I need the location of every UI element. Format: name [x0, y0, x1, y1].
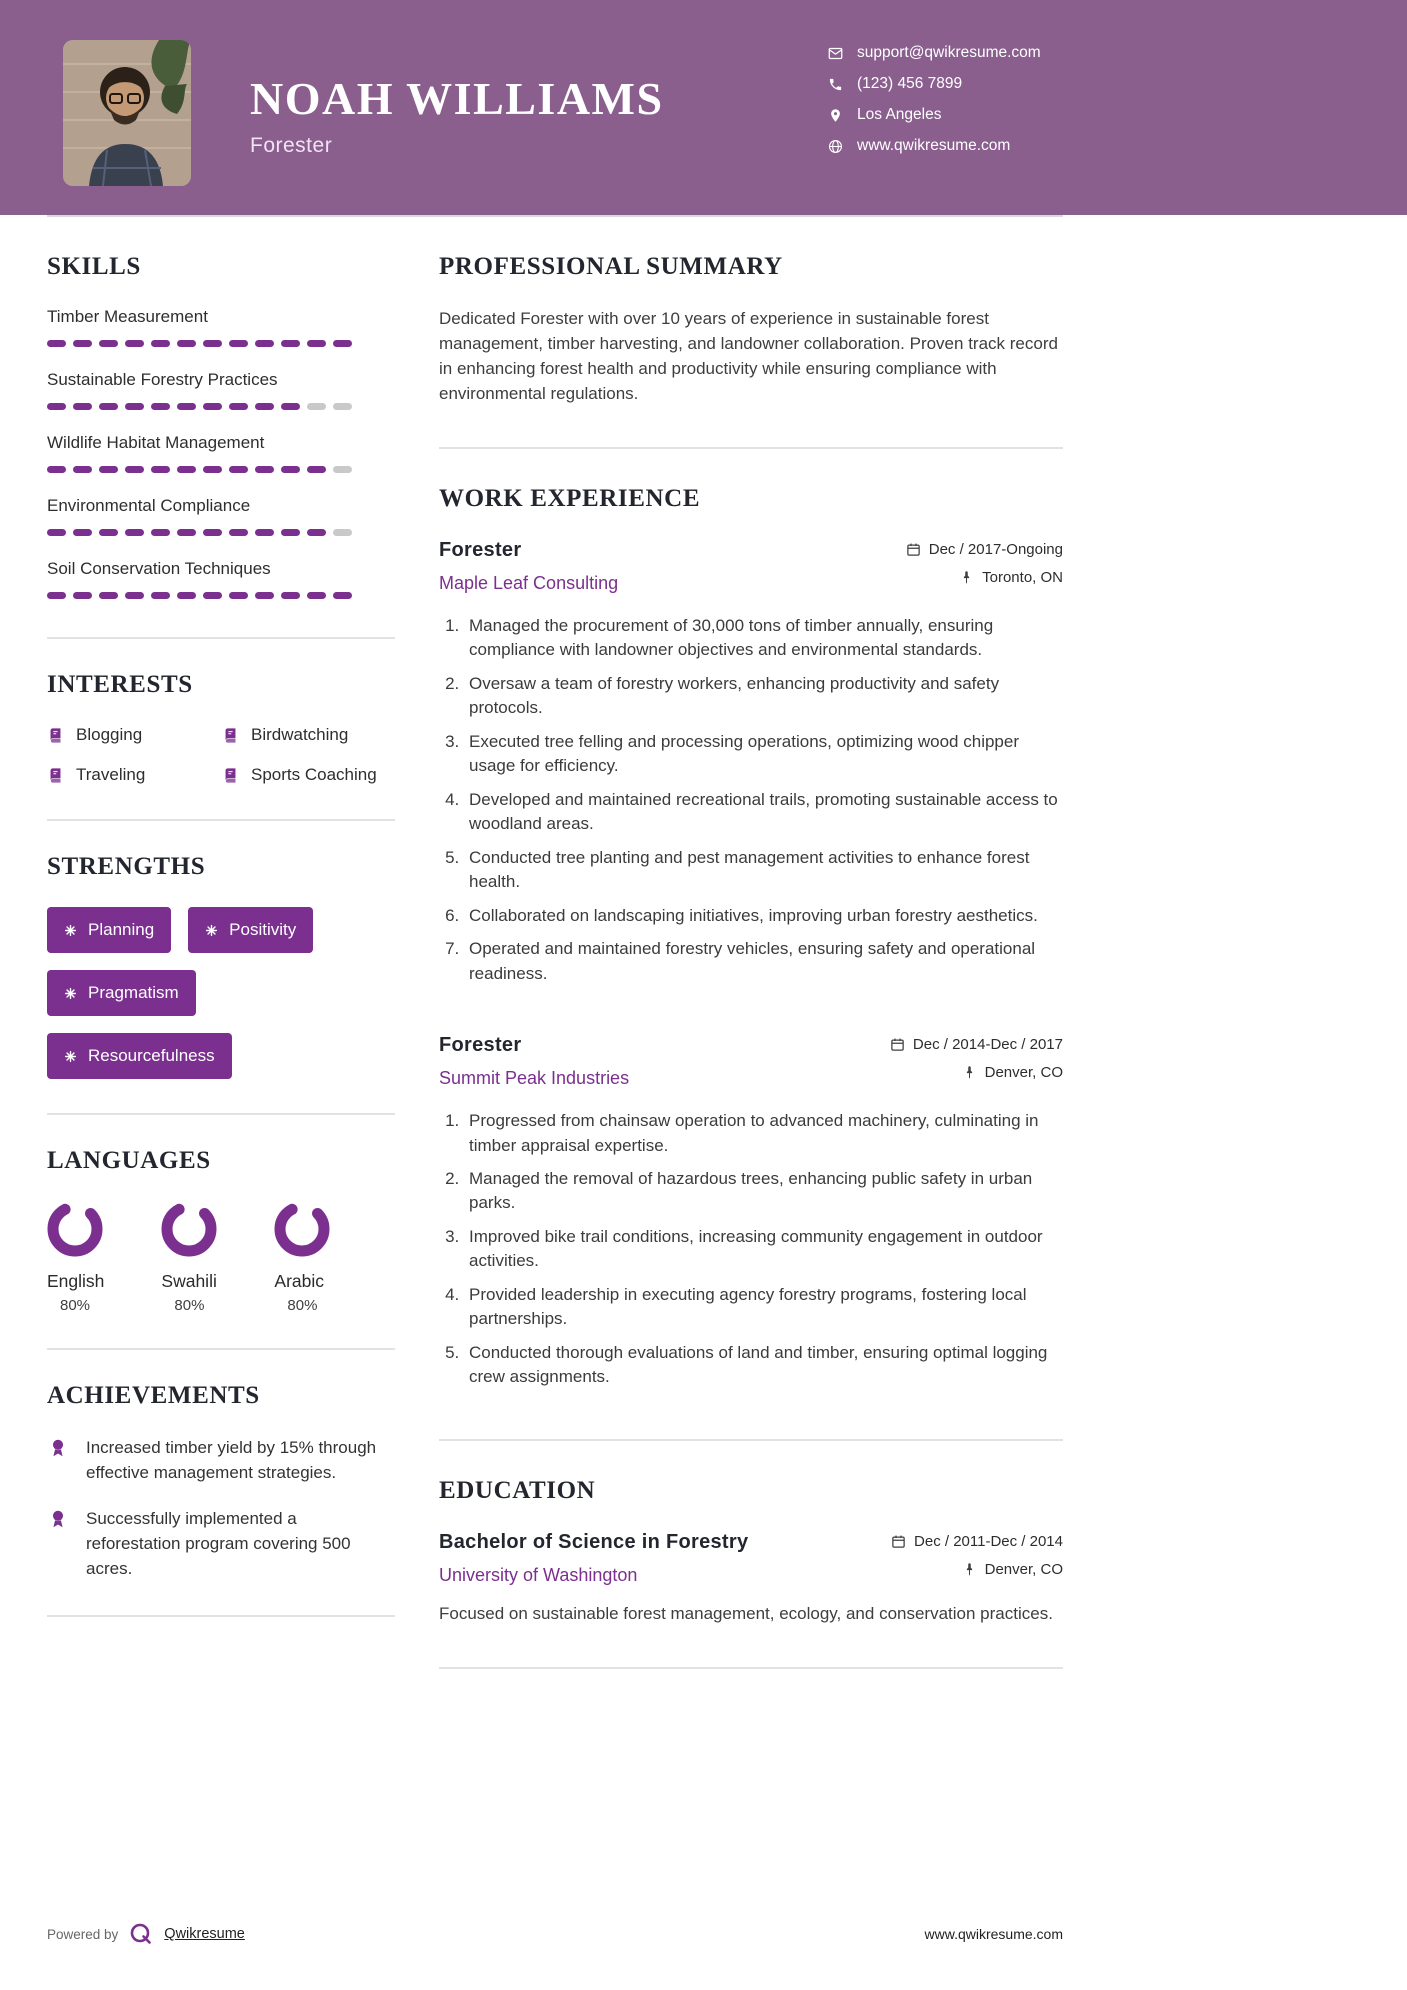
email-icon — [828, 46, 843, 61]
summary-section — [439, 253, 1063, 449]
achievement-item — [47, 1436, 395, 1485]
interest-item — [47, 765, 222, 785]
job-bullet: 3. Executed tree felling and processing operations, optimizing wood chipper usage for efficiency. — [464, 730, 1063, 779]
job-bullet: 4. Provided leadership in executing agency forestry programs, fostering local partnerships. — [464, 1283, 1063, 1332]
languages-section — [47, 1147, 395, 1350]
calendar-icon — [890, 1037, 905, 1052]
job-bullet-list — [439, 614, 1063, 986]
book-icon — [47, 727, 64, 744]
content-wrapper — [47, 217, 1063, 1669]
job-location: Toronto, ON — [959, 569, 1063, 586]
language-donut — [47, 1201, 103, 1257]
qwikresume-link[interactable]: Qwikresume — [164, 1926, 245, 1942]
job-bullet: 1. Managed the procurement of 30,000 tons of timber annually, ensuring compliance with landowner objectives and environmental standards. — [464, 614, 1063, 663]
contact-text: www.qwikresume.com — [857, 137, 1011, 154]
strength-tag — [47, 907, 171, 953]
skill-item — [47, 433, 395, 473]
left-column — [47, 253, 395, 1669]
achievements-heading: ACHIEVEMENTS — [47, 1382, 260, 1409]
interest-label: Sports Coaching — [251, 765, 377, 784]
education-description: Focused on sustainable forest management, ecology, and conservation practices. — [439, 1603, 1053, 1623]
experience-section — [439, 485, 1063, 1441]
contact-location — [828, 106, 1041, 124]
languages-heading: LANGUAGES — [47, 1147, 211, 1174]
education-dates: Dec / 2011-Dec / 2014 — [891, 1533, 1063, 1550]
powered-by — [47, 1922, 245, 1946]
job-bullet: 2. Oversaw a team of forestry workers, enhancing productivity and safety protocols. — [464, 672, 1063, 721]
skill-level-bar — [47, 466, 395, 473]
job-entry — [439, 1034, 1063, 1390]
job-bullet: 5. Conducted tree planting and pest management activities to enhance forest health. — [464, 846, 1063, 895]
job-entry — [439, 539, 1063, 986]
strength-tag — [47, 970, 196, 1016]
achievement-text: Successfully implemented a reforestation program covering 500 acres. — [86, 1509, 351, 1578]
job-bullet: 3. Improved bike trail conditions, increasing community engagement in outdoor activities. — [464, 1225, 1063, 1274]
strength-tag — [47, 1033, 232, 1079]
job-location: Denver, CO — [962, 1064, 1063, 1081]
calendar-icon — [891, 1534, 906, 1549]
skill-name: Environmental Compliance — [47, 496, 251, 515]
skill-level-bar — [47, 529, 395, 536]
book-icon — [222, 727, 239, 744]
education-section — [439, 1477, 1063, 1669]
language-percent: 80% — [287, 1297, 318, 1314]
job-bullet: 7. Operated and maintained forestry vehicles, ensuring safety and operational readiness. — [464, 937, 1063, 986]
language-donut — [274, 1201, 330, 1257]
candidate-name: NOAH WILLIAMS — [250, 73, 664, 124]
name-block — [250, 73, 664, 158]
education-heading: EDUCATION — [439, 1476, 596, 1504]
summary-heading: PROFESSIONAL SUMMARY — [439, 253, 783, 280]
interest-label: Traveling — [76, 765, 146, 784]
profile-photo-image — [63, 40, 191, 186]
skills-heading: SKILLS — [47, 253, 141, 280]
achievement-text: Increased timber yield by 15% through effective management strategies. — [86, 1438, 377, 1482]
skills-section — [47, 253, 395, 639]
skill-name: Timber Measurement — [47, 307, 208, 326]
contact-text: Los Angeles — [857, 106, 942, 123]
skill-name: Soil Conservation Techniques — [47, 559, 271, 578]
strength-tag — [188, 907, 313, 953]
sparkle-icon — [64, 924, 77, 937]
interest-item — [47, 725, 222, 745]
language-item — [161, 1201, 217, 1314]
language-percent: 80% — [59, 1297, 91, 1314]
language-item — [47, 1201, 104, 1314]
award-icon — [47, 1508, 69, 1581]
education-location: Denver, CO — [962, 1561, 1063, 1578]
book-icon — [222, 767, 239, 784]
job-bullet: 6. Collaborated on landscaping initiatives, improving urban forestry aesthetics. — [464, 904, 1063, 928]
language-item — [274, 1201, 330, 1314]
interests-section — [47, 671, 395, 821]
job-title: Forester — [439, 1034, 522, 1057]
contact-email[interactable] — [828, 44, 1041, 62]
job-bullet: 1. Progressed from chainsaw operation to advanced machinery, culminating in timber appraisal expertise. — [464, 1109, 1063, 1158]
header — [0, 0, 1407, 215]
job-bullet-list — [439, 1109, 1063, 1390]
footer-website-link[interactable]: www.qwikresume.com — [924, 1926, 1063, 1942]
strength-label: Planning — [88, 920, 155, 939]
skill-item — [47, 559, 395, 599]
job-bullet: 2. Managed the removal of hazardous trees, enhancing public safety in urban parks. — [464, 1167, 1063, 1216]
contact-phone — [828, 75, 1041, 93]
strengths-section — [47, 853, 395, 1115]
experience-heading: WORK EXPERIENCE — [439, 484, 701, 512]
job-company: Summit Peak Industries — [439, 1068, 630, 1089]
strength-label: Resourcefulness — [88, 1046, 215, 1065]
powered-by-label: Powered by — [47, 1926, 119, 1942]
candidate-title: Forester — [250, 134, 333, 157]
strength-label: Positivity — [229, 920, 297, 939]
skill-item — [47, 307, 395, 347]
strengths-heading: STRENGTHS — [47, 853, 206, 880]
skill-level-bar — [47, 403, 395, 410]
interests-heading: INTERESTS — [47, 671, 193, 698]
footer — [47, 1922, 1063, 1946]
skill-item — [47, 370, 395, 410]
sparkle-icon — [64, 987, 77, 1000]
language-name: English — [47, 1271, 105, 1291]
qwikresume-logo-icon — [129, 1922, 153, 1946]
phone-icon — [828, 77, 843, 92]
job-title: Forester — [439, 538, 522, 561]
achievement-item — [47, 1507, 395, 1581]
pushpin-icon — [962, 1562, 977, 1577]
skill-name: Wildlife Habitat Management — [47, 433, 265, 452]
contact-text: support@qwikresume.com — [857, 44, 1041, 61]
achievements-section — [47, 1382, 395, 1617]
pushpin-icon — [959, 570, 974, 585]
sparkle-icon — [64, 1050, 77, 1063]
job-dates: Dec / 2017-Ongoing — [906, 541, 1063, 558]
pushpin-icon — [962, 1065, 977, 1080]
job-dates: Dec / 2014-Dec / 2017 — [890, 1036, 1063, 1053]
strength-label: Pragmatism — [88, 983, 179, 1002]
interest-label: Blogging — [76, 725, 143, 744]
right-column — [439, 253, 1063, 1669]
language-name: Arabic — [274, 1271, 325, 1291]
skill-name: Sustainable Forestry Practices — [47, 370, 278, 389]
calendar-icon — [906, 542, 921, 557]
skill-level-bar — [47, 592, 395, 599]
skill-item — [47, 496, 395, 536]
skill-level-bar — [47, 340, 395, 347]
globe-icon — [828, 139, 843, 154]
job-bullet: 5. Conducted thorough evaluations of land and timber, ensuring optimal logging crew assignments. — [464, 1341, 1063, 1390]
contact-text: (123) 456 7899 — [857, 75, 963, 92]
contact-website[interactable] — [828, 137, 1041, 155]
job-company: Maple Leaf Consulting — [439, 572, 619, 593]
interest-item — [222, 765, 395, 785]
language-name: Swahili — [161, 1271, 217, 1291]
interest-label: Birdwatching — [251, 725, 349, 744]
profile-photo — [63, 40, 191, 186]
summary-text: Dedicated Forester with over 10 years of experience in sustainable forest management, timber harvesting, and landowner collaboration. Proven track record in enhancing forest health and productivity while ensuring compliance with environmental regulations. — [439, 309, 1058, 403]
degree-title: Bachelor of Science in Forestry — [439, 1530, 749, 1553]
award-icon — [47, 1437, 69, 1485]
language-donut — [161, 1201, 217, 1257]
language-percent: 80% — [174, 1297, 205, 1314]
school-name: University of Washington — [439, 1564, 638, 1585]
contact-list — [828, 44, 1041, 155]
interest-item — [222, 725, 395, 745]
sparkle-icon — [205, 924, 218, 937]
book-icon — [47, 767, 64, 784]
job-bullet: 4. Developed and maintained recreational trails, promoting sustainable access to woodland areas. — [464, 788, 1063, 837]
location-icon — [828, 108, 843, 123]
